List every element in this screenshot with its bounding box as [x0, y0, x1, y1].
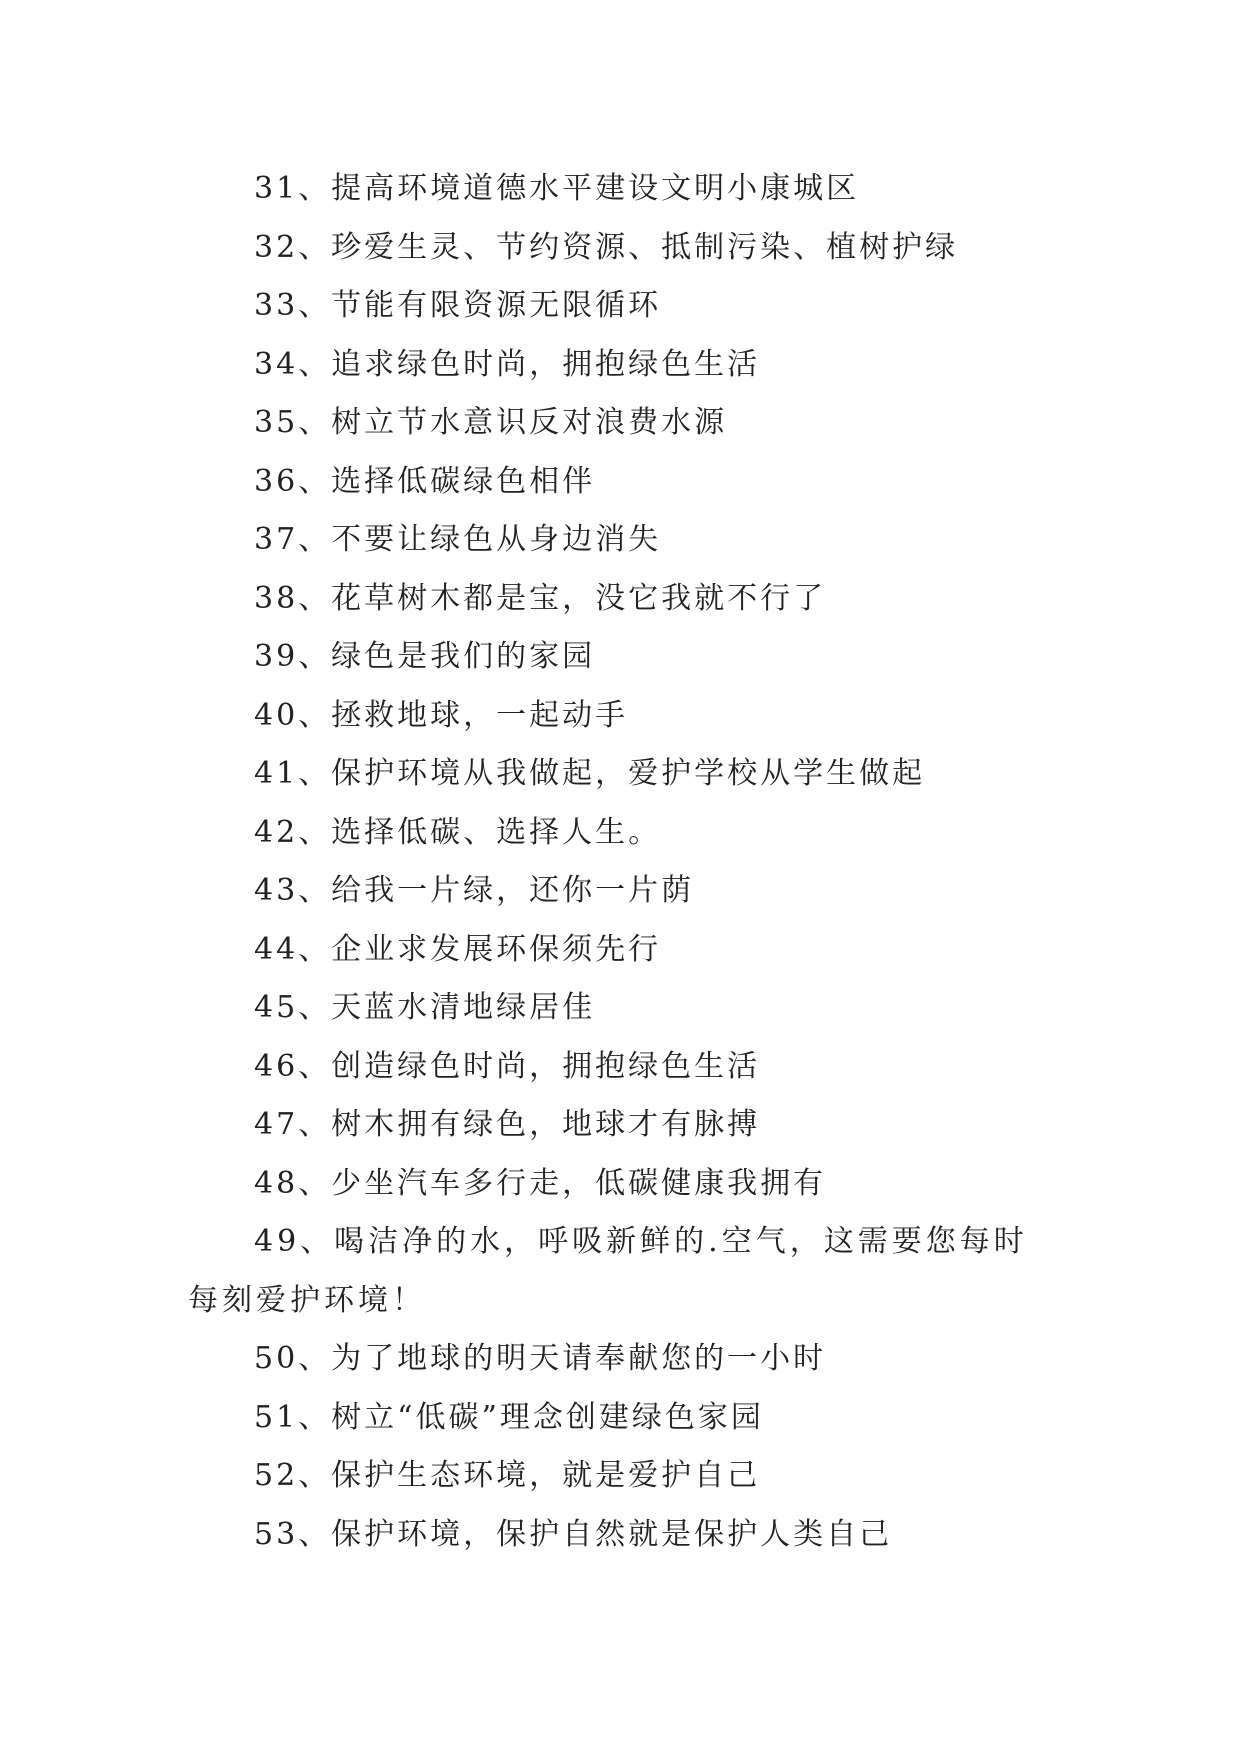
slogan-list: [188, 160, 1058, 1564]
list-item: 44、企业求发展环保须先行: [254, 931, 662, 967]
list-item: 32、珍爱生灵、节约资源、抵制污染、植树护绿: [254, 229, 959, 265]
list-item: 36、选择低碳绿色相伴: [254, 463, 596, 499]
list-item: 41、保护环境从我做起，爱护学校从学生做起: [254, 756, 926, 791]
list-item: 45、天蓝水清地绿居佳: [254, 990, 596, 1025]
list-item: 38、花草树木都是宝，没它我就不行了: [254, 580, 827, 616]
list-item: 48、少坐汽车多行走，低碳健康我拥有: [254, 1165, 827, 1201]
list-item: 50、为了地球的明天请奉献您的一小时: [254, 1341, 827, 1376]
list-item: 33、节能有限资源无限循环: [254, 288, 662, 323]
list-item: 34、追求绿色时尚，拥抱绿色生活: [254, 346, 761, 382]
list-item: 52、保护生态环境，就是爱护自己: [254, 1458, 761, 1493]
list-item: 31、提高环境道德水平建设文明小康城区: [254, 171, 860, 206]
list-item: 47、树木拥有绿色，地球才有脉搏: [254, 1107, 761, 1142]
list-item: 35、树立节水意识反对浪费水源: [254, 405, 728, 440]
list-item: 49、喝洁净的水，呼吸新鲜的.空气，这需要您每时每刻爱护环境！: [188, 1224, 1028, 1318]
list-item: 37、不要让绿色从身边消失: [254, 522, 662, 557]
list-item: 40、拯救地球，一起动手: [254, 697, 629, 733]
list-item: 39、绿色是我们的家园: [254, 639, 596, 674]
list-item: 51、树立“低碳”理念创建绿色家园: [254, 1399, 764, 1435]
list-item: 42、选择低碳、选择人生。: [254, 814, 662, 850]
list-item: 46、创造绿色时尚，拥抱绿色生活: [254, 1048, 761, 1084]
list-item: 43、给我一片绿，还你一片荫: [254, 873, 695, 908]
list-item: 53、保护环境，保护自然就是保护人类自己: [254, 1516, 893, 1552]
